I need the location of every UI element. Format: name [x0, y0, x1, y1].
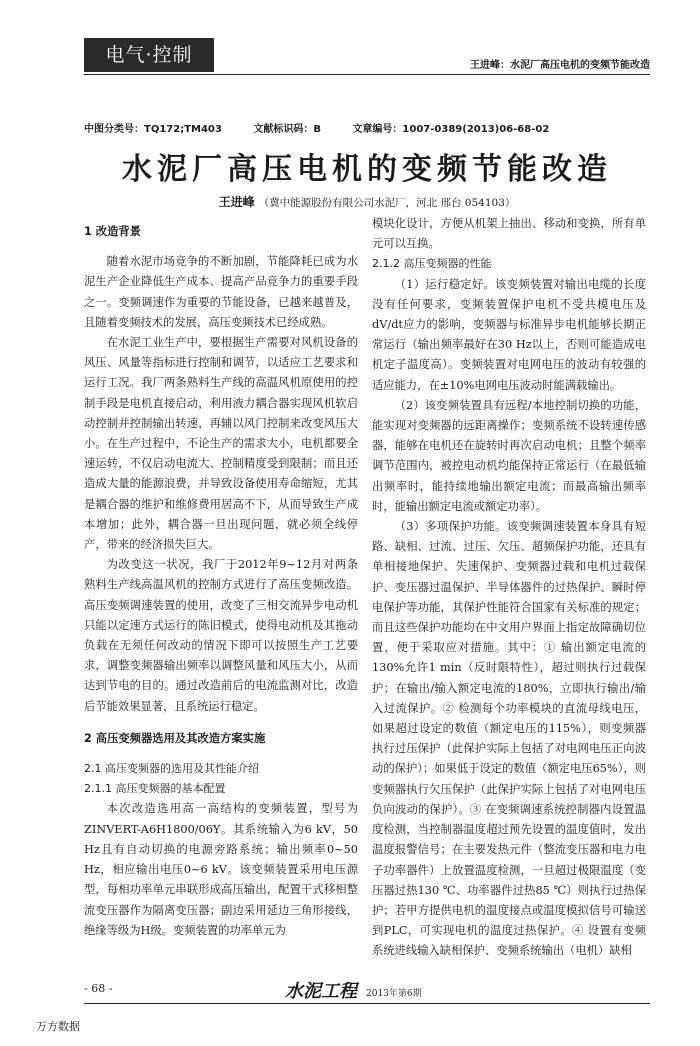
journal-name: 水泥工程: [285, 981, 357, 1002]
paragraph: （3）多项保护功能。该变频调速装置本身具有短路、缺相、过流、过压、欠压、超频保护功能，还具有单相接地保护、失速保护、变频器过载和电机过载保护、变压器过温保护、半导体器件的过热保护、瞬时停电保护等功能，其保护性能符合国家有关标准的规定；而且这些保护功能均在中文用户界面上指定故障确切位置，便于采取应对措施。其中：① 输出额定电流的130%允许1 min（反时限特性），超过则执行过载保护；在输出/输入额定电流的180%，立即执行输出/输入过流保护。② 检测每个功率模块的直流母线电压，如果超过设定的数值（额定电压的115%），则变频器执行过压保护（此保护实际上包括了对电网电压正向波动的保护）；如果低于设定的数值（额定电压65%），则变频器执行欠压保护（此保护实际上包括了对电网电压负向波动的保护）。③ 在变频调速系统控制器内设置温度检测，当控制器温度超过预先设置的温度值时，发出温度报警信号；在主要发热元件（整流变压器和电力电子功率器件）上放置温度检测，一旦超过极限温度（变压器过热130 ℃、功率器件过热85 ℃）则执行过热保护；若甲方提供电机的温度接点或温度模拟信号可输送到PLC，可实现电机的温度过热保护。④ 设置有变频系统进线输入缺相保护、变频系统输出（电机）缺相: [372, 520, 646, 958]
left-column: [84, 214, 358, 941]
right-column: [372, 214, 646, 962]
article-meta: [84, 120, 577, 135]
paragraph: （2）该变频装置具有远程/本地控制切换的功能，能实现对变频器的远距离操作；变频系统不设转速传感器，能够在电机还在旋转时再次启动电机；且整个频率调节范围内，被控电动机均能保持正常运行（在最低输出频率时，能持续地输出额定电流；而最高输出频率时，能输出额定电流或额定功率）。: [372, 398, 646, 513]
heading-2-1-1: 2.1.1 高压变频器的基本配置: [84, 782, 226, 796]
author-name: 王进峰: [218, 195, 255, 209]
paragraph: （1）运行稳定好。该变频装置对输出电缆的长度没有任何要求，变频装置保护电机不受共模电压及dV/dt应力的影响，变频器与标准异步电机能够长期正常运行（输出频率最好在30 Hz以上，否则可能造成电机定子温度高）。变频装置对电网电压的波动有较强的适应能力，在±10%电网电压波动时能满载输出。: [372, 277, 646, 392]
paragraph: 随着水泥市场竞争的不断加剧，节能降耗已成为水泥生产企业降低生产成本、提高产品竞争力的重要手段之一。变频调速作为重要的节能设备，已越来越普及，且随着变频技术的发展，高压变频技术已经成熟。: [84, 255, 358, 329]
source-watermark: 万方数据: [36, 1020, 80, 1033]
byline: [84, 193, 650, 210]
heading-2: 2 高压变频器选用及其改造方案实施: [84, 731, 266, 745]
page-number: - 68 -: [84, 982, 113, 995]
issue-label: 2013年第6期: [366, 989, 422, 999]
paragraph: 本次改造选用高一高结构的变频装置，型号为ZINVERT-A6H1800/06Y。其系统输入为6 kV，50 Hz且有自动切换的电源旁路系统；输出频率0~50 Hz，相应输出电压0~6 kV。该变频装置采用电压源型，每相功率单元串联形成高压输出，配置干式移相整流变压器作为隔离变压器；副边采用延边三角形接线，绝缘等级为H级。变频装置的功率单元为: [84, 802, 358, 937]
section-tag: 电气·控制: [84, 38, 214, 72]
paragraph: 为改变这一状况，我厂于2012年9~12月对两条熟料生产线高温风机的控制方式进行了高压变频改造。高压变频调速装置的使用，改变了三相交流异步电动机只能以定速方式运行的陈旧模式，使得电动机及其拖动负载在无须任何改动的情况下即可以按照生产工艺要求，调整变频器输出频率以调整风量和风压大小，从而达到节电的目的。通过改造前后的电流监测对比，改造后节能效果显著，且系统运行稳定。: [84, 558, 358, 713]
affiliation: （冀中能源股份有限公司水泥厂，河北 邢台 054103）: [258, 197, 516, 209]
paragraph: 模块化设计，方便从机架上抽出、移动和变换，所有单元可以互换。: [372, 217, 646, 251]
footer-rule: [84, 1003, 650, 1004]
clc-number: 中图分类号：TQ172;TM403: [84, 124, 222, 135]
article-title: 水泥厂高压电机的变频节能改造: [122, 152, 612, 187]
heading-2-1-2: 2.1.2 高压变频器的性能: [372, 257, 492, 271]
doc-code: 文献标识码：B: [253, 124, 321, 135]
heading-2-1: 2.1 高压变频器的选用及其性能介绍: [84, 762, 259, 776]
running-title: 王进峰：水泥厂高压电机的变频节能改造: [470, 60, 650, 71]
article-number: 文章编号：1007-0389(2013)06-68-02: [352, 124, 550, 135]
heading-1: 1 改造背景: [84, 225, 141, 238]
paragraph: 在水泥工业生产中，要根据生产需要对风机设备的风压、风量等指标进行控制和调节，以适应工艺要求和运行工况。我厂两条熟料生产线的高温风机原使用的控制手段是电机直接启动，利用液力耦合器实现风机软启动控制并控制输出转速，再辅以风门控制来改变风压大小。在生产过程中，不论生产的需求大小，电机都要全速运转，不仅启动电流大、控制精度受到限制；而且还造成大量的能源浪费，并导致设备使用寿命缩短，尤其是耦合器的维护和维修费用居高不下，从而导致生产成本增加；此外，耦合器一旦出现问题，就必须全线停产，带来的经济损失巨大。: [84, 336, 358, 552]
header-rule: [84, 74, 650, 75]
